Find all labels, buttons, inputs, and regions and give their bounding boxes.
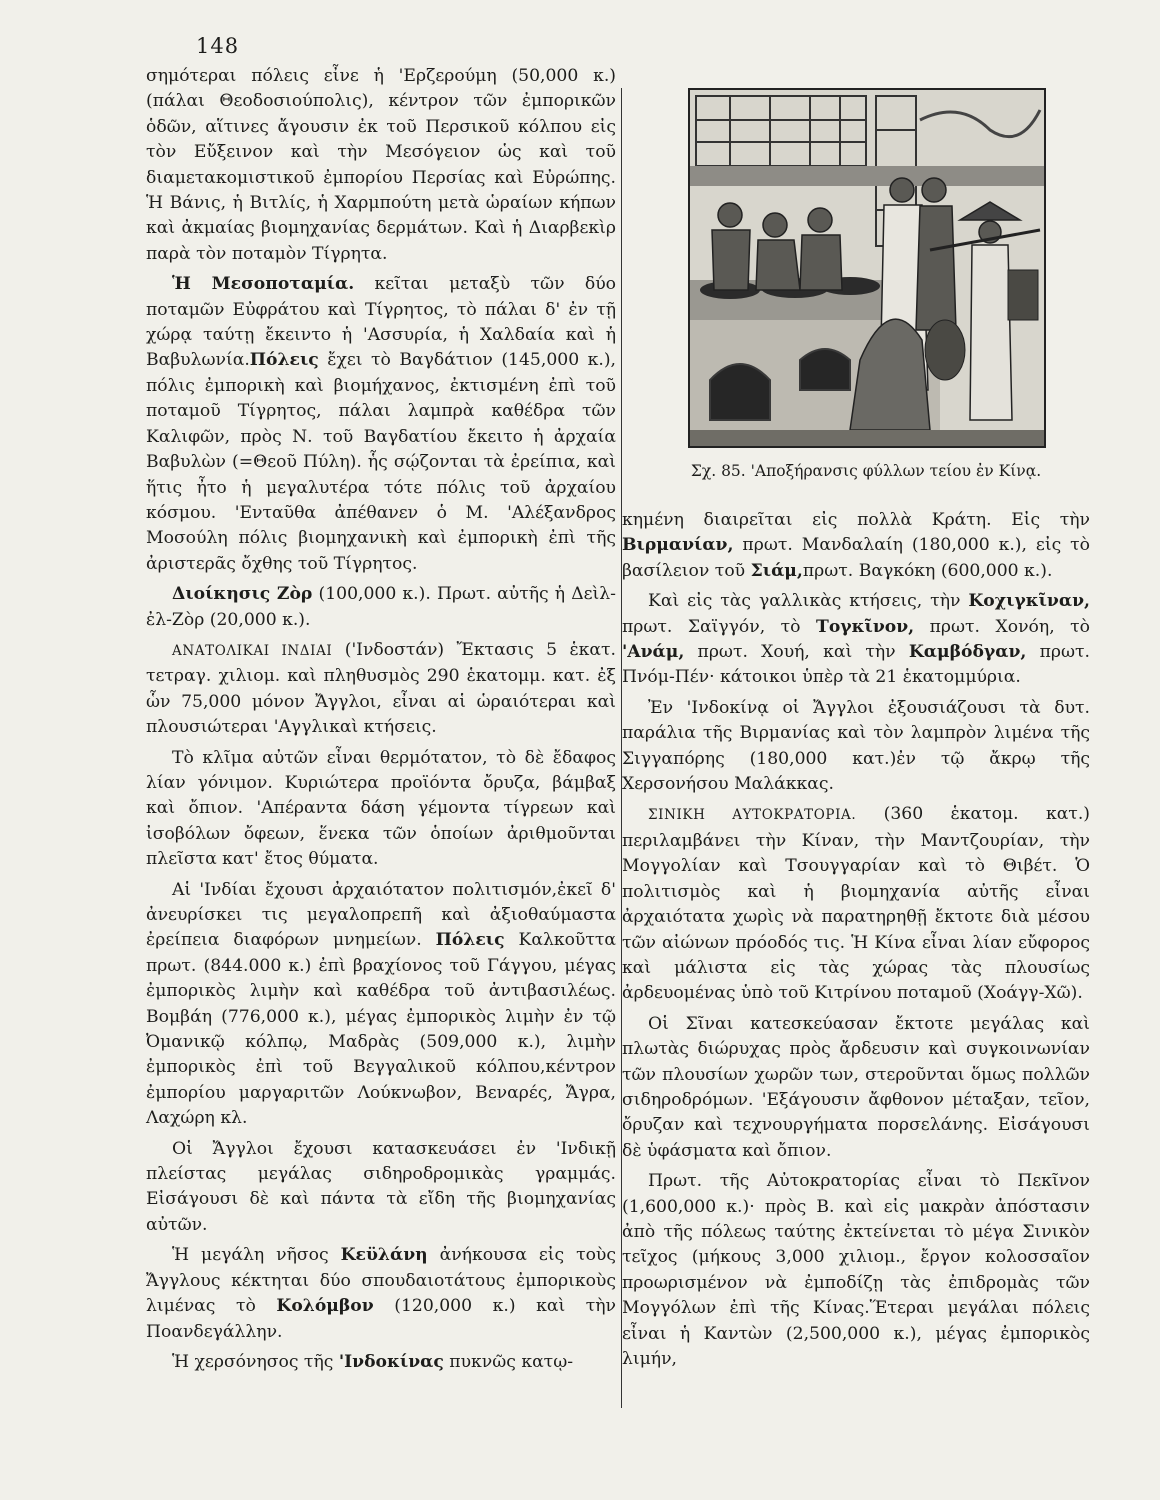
text-span: κημένη διαιρεῖται εἰς πολλὰ Κράτη. Εἰς τὴν [622,510,1090,530]
keyword-siam: Σιάμ, [750,560,803,581]
text-span: πρωτ. Πνόμ-Πέν· κάτοικοι ὑπὲρ τὰ 21 ἑκατομμύρια. [622,642,1090,688]
keyword-indochina: 'Ινδοκίνας [338,1351,444,1372]
keyword-poleis: Πόλεις [249,350,319,371]
text-span: πρωτ. Χουή, καὶ τὴν [684,642,909,663]
keyword-ceylon: Κεϋλάνη [340,1245,428,1266]
text-span: Καὶ εἰς τὰς γαλλικὰς κτήσεις, τὴν [648,591,969,612]
text-span: Ἡ χερσόνησος τῆς [172,1351,339,1372]
paragraph-mesopotamia [146,272,616,577]
tea-drying-engraving [688,88,1046,448]
keyword-cochinchina: Κοχιγκῖναν, [968,591,1090,612]
keyword-poleis: Πόλεις [435,930,505,951]
text-span: (120,000 κ.) καὶ τὴν Ποανδεγάλλην. [146,1296,617,1342]
column-divider [621,88,622,1408]
paragraph-singapore: Ἐν 'Ινδοκίνᾳ οἱ Ἄγγλοι ἐξουσιάζουσι τὰ δυτ. παράλια τῆς Βιρμανίας καὶ τὸν λαμπρὸν λιμένα τῆς Σιγγαπόρης (180,000 κατ.)ἐν τῷ ἄκρῳ τῆς Χερσονήσου Μαλάκκας. [622,697,1090,795]
text-span: κεῖται μεταξὺ τῶν δύο ποταμῶν Εὐφράτου καὶ Τίγρητος, τὸ πάλαι δ' ἐν τῇ χώρᾳ ταύτῃ ἔκειντο ἡ 'Ασσυρία, ἡ Χαλδαία καὶ ἡ Βαβυλωνία. [146,274,616,371]
keyword-burma: Βιρμανίαν, [622,535,734,556]
heading-chinese-empire: ΣΙΝΙΚΗ ΑΥΤΟΚΡΑΤΟΡΙΑ. [648,807,857,824]
text-span: (360 ἑκατομ. κατ.) περιλαμβάνει τὴν Κίναν, τὴν Μαντζουρίαν, τὴν Μογγολίαν καὶ Τσουγγαρίαν καὶ τὸ Θιβέτ. Ὁ πολιτισμὸς καὶ ἡ βιομηχανία αὐτῆς εἶναι ἀρχαιότατα χωρὶς νὰ παρατηρηθῇ ἔκτοτε διὰ μέσου τῶν αἰώνων πρόοδός τις. Ἡ Κίνα εἶναι λίαν εὔφορος καὶ μάλιστα εἰς τὰς χώρας τὰς πλουσίως ἀρδευομένας ὑπὸ τοῦ Κιτρίνου ποταμοῦ (Χοάγγ-Χῶ). [622,804,1090,1004]
keyword-colombo: Κολόμβον [276,1296,374,1317]
heading-mesopotamia: Ἡ Μεσοποταμία. [172,274,355,295]
figure-caption: Σχ. 85. 'Αποξήρανσις φύλλων τείου ἐν Κίνᾳ. [690,462,1042,480]
heading-east-indies: ΑΝΑΤΟΛΙΚΑΙ ΙΝΔΙΑΙ [172,642,333,659]
paragraph-ceylon [146,1243,616,1345]
paragraph-indochina [146,1350,616,1375]
paragraph-erzurum: σημότεραι πόλεις εἶνε ἡ 'Ερζερούμη (50,000 κ.) (πάλαι Θεοδοσιούπολις), κέντρον τῶν ἐμπορικῶν ὁδῶν, αἵτινες ἄγουσιν ἐκ τοῦ Περσικοῦ κόλπου εἰς τὸν Εὔξεινον καὶ τὴν Μεσόγειον ὡς καὶ τοῦ διαμετακομιστικοῦ ἐμπορίου Περσίας καὶ Εὐρώπης. Ἡ Βάνις, ἡ Βιτλίς, ἡ Χαρμπούτη μετὰ ὡραίων κήπων καὶ ἀκμαίας βιομηχανίας δερμάτων. Καὶ ἡ Διαρβεκὶρ παρὰ τὸν ποταμὸν Τίγρητα. [146,66,616,264]
page-number: 148 [196,34,240,58]
text-span: (100,000 κ.). Πρωτ. αὐτῆς ἡ Δεὶλ-ἐλ-Ζὸρ (20,000 κ.). [146,584,616,630]
engraving-illustration [690,90,1044,446]
text-span: πρωτ. Βαγκόκη (600,000 κ.). [802,560,1053,581]
paragraph-canals: Οἱ Σῖναι κατεσκεύασαν ἔκτοτε μεγάλας καὶ πλωτὰς διώρυχας πρὸς ἄρδευσιν καὶ συγκοινωνίαν τῶν πλουσίων χωρῶν των, στεροῦνται ὅμως πολλῶν σιδηροδρόμων. 'Εξάγουσιν ἄφθονον μέταξαν, τεῖον, ὄρυζαν καὶ τεχνουργήματα πορσελάνης. Εἰσάγουσι δὲ ὑφάσματα καὶ ὄπιον. [622,1013,1090,1161]
paragraph-railways: Οἱ Ἄγγλοι ἔχουσι κατασκευάσει ἐν 'Ινδικῇ πλείστας μεγάλας σιδηροδρομικὰς γραμμάς. Εἰσάγουσι δὲ καὶ πάντα τὰ εἴδη τῆς βιομηχανίας αὐτῶν. [146,1138,616,1235]
paragraph-burma-siam [622,508,1090,584]
text-span: Ἡ μεγάλη νῆσος [172,1245,341,1266]
text-span: Αἱ 'Ινδίαι ἔχουσι ἀρχαιότατον πολιτισμόν,ἐκεῖ δ' ἀνευρίσκει τις μεγαλοπρεπῆ καὶ ἀξιοθαύμαστα ἐρείπεια διαφόρων μνημείων. [146,879,616,951]
keyword-cambodia: Καμβόδγαν, [908,642,1027,663]
left-column [146,64,616,1380]
text-span: πρωτ. Σαϊγγόν, τὸ [622,616,817,637]
heading-zor: Διοίκησις Ζὸρ [172,584,313,605]
keyword-annam: 'Ανάμ, [622,642,685,663]
keyword-tonkin: Τογκῖνον, [816,616,915,637]
right-column [622,508,1090,1377]
text-span: πυκνῶς κατῳ- [443,1351,574,1372]
paragraph-east-indies [146,638,616,741]
paragraph-zor [146,582,616,633]
text-span: πρωτ. Χονόη, τὸ [914,616,1091,637]
text-span: ἀνήκουσα εἰς τοὺς Ἄγγλους κέκτηται δύο σπουδαιοτάτους ἐμπορικοὺς λιμένας τὸ [146,1245,616,1317]
text-span: ἔχει τὸ Βαγδάτιον (145,000 κ.), πόλις ἐμπορικὴ καὶ βιομήχανος, ἐκτισμένη ἐπὶ τοῦ ποταμοῦ Τίγρητος, πάλαι λαμπρὰ καθέδρα τῶν Καλιφῶν, πρὸς Ν. τοῦ Βαγδατίου ἔκειτο ἡ ἀρχαία Βαβυλὼν (=Θεοῦ Πύλη). ἧς σῴζονται τὰ ἐρείπια, καὶ ἥτις ἦτο ἡ μεγαλυτέρα τότε πόλις τοῦ ἀρχαίου κόσμου. 'Ενταῦθα ἀπέθανεν ὁ Μ. 'Αλέξανδρος Μοσούλη πόλις βιομηχανικὴ καὶ ἐμπορικὴ ἐπὶ τῆς ἀριστερᾶς ὄχθης τοῦ Τίγρητος. [146,350,616,574]
paragraph-indian-cities [146,878,616,1132]
paragraph-french-possessions [622,589,1090,691]
text-span: Καλκοῦττα πρωτ. (844.000 κ.) ἐπὶ βραχίονος τοῦ Γάγγου, μέγας ἐμπορικὸς λιμὴν καὶ καθέδρα τοῦ ἀντιβασιλέως. Βομβάη (776,000 κ.), μέγας ἐμπορικὸς λιμὴν ἐν τῷ Ὀμανικῷ κόλπῳ, Μαδρὰς (509,000 κ.), λιμὴν ἐμπορικὸς ἐπὶ τοῦ Βεγγαλικοῦ κόλπου,κέντρον ἐμπορίου μαργαριτῶν Λούκνωβον, Βεναρές, Ἄγρα, Λαχώρη κλ. [146,930,617,1129]
paragraph-peking: Πρωτ. τῆς Αὐτοκρατορίας εἶναι τὸ Πεκῖνον (1,600,000 κ.)· πρὸς Β. καὶ εἰς μακρὰν ἀπόστασιν ἀπὸ τῆς πόλεως ταύτης ἐκτείνεται τὸ μέγα Σινικὸν τεῖχος (μήκους 3,000 χιλιομ., ἔργον κολοσσαῖον προωρισμένον νὰ ἐμποδίζῃ τὰς ἐπιδρομὰς τῶν Μογγόλων ἐπὶ τῆς Κίνας.Ἕτεραι μεγάλαι πόλεις εἶναι ἡ Καντὼν (2,500,000 κ.), μέγας ἐμπορικὸς λιμήν, [622,1171,1090,1369]
paragraph-chinese-empire [622,802,1090,1006]
text-span: πρωτ. Μανδαλαίη (180,000 κ.), εἰς τὸ βασίλειον τοῦ [622,535,1090,581]
paragraph-climate: Τὸ κλῖμα αὐτῶν εἶναι θερμότατον, τὸ δὲ ἔδαφος λίαν γόνιμον. Κυριώτερα προϊόντα ὄρυζα, βάμβαξ καὶ ὄπιον. 'Απέραντα δάση γέμοντα τίγρεων καὶ ἰσοβόλων ὄφεων, ἕνεκα τῶν ὁποίων ἀριθμοῦνται πλεῖστα κατ' ἔτος θύματα. [146,747,616,870]
text-span: ('Ινδοστάν) Ἔκτασις 5 ἑκατ. τετραγ. χιλιομ. καὶ πληθυσμὸς 290 ἑκατομμ. κατ. ἐξ ὧν 75,000 μόνον Ἄγγλοι, εἶναι αἱ ὡραιότεραι καὶ πλουσιώτεραι 'Αγγλικαὶ κτήσεις. [146,639,617,738]
